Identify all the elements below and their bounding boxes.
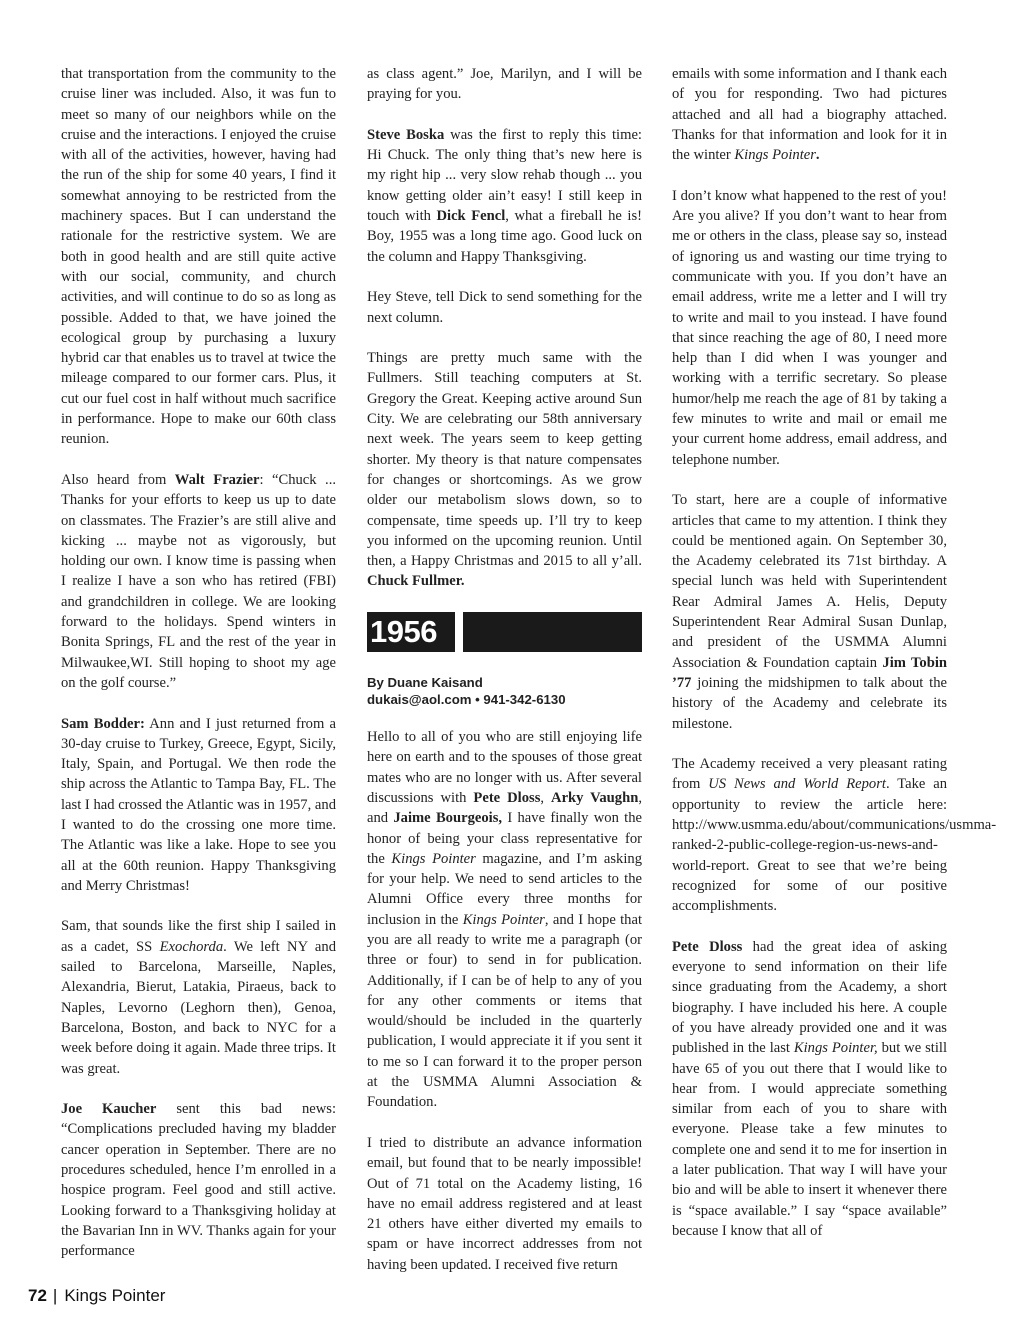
publication-title: US News and World Report — [708, 776, 886, 793]
paragraph-sam-bodder: Sam Bodder: Ann and I just returned from a 30-day cruise to Turkey, Greece, Egypt, Sicily, Italy, Spain, and Portugal. We then rode the ship across the Atlantic to Tampa Bay, FL. The last I had crossed the Atlantic was in 1957, and I wanted to do the crossing one more time. The Atlantic was like a lake. Hope to see you all at the 60th reunion. Happy Thanksgiving and Merry Christmas! — [61, 715, 336, 894]
paragraph-joe-continued: as class agent.” Joe, Marilyn, and I will be praying for you. — [367, 66, 642, 103]
paragraph-joe-kaucher: Joe Kaucher sent this bad news: “Complications precluded having my bladder cancer operation in September. There are no procedures scheduled, hence I’m enrolled in a hospice program. Feel good and still active. Looking forward to a Thanksgiving holiday at the Bavarian Inn in WV. Thanks again for your performance — [61, 1101, 336, 1260]
classmate-name: Dick Fencl — [436, 208, 506, 225]
paragraph-email-distribution: I tried to distribute an advance information email, but found that to be nearly impossible! Out of 71 total on the Academy listing, 16 have no email address registered and at least 21 others have either diverted my emails to spam or have incorrect addresses from not having been updated. I received five return — [367, 1134, 642, 1273]
paragraph-steve-boska: Steve Boska was the first to reply this time: Hi Chuck. The only thing that’s new here is my right hip ... very slow rehab though ... you know getting older ain’t easy! I still keep in touch with Dick Fencl, what a fireball he is! Boy, 1955 was a long time ago. Good luck on the column and Happy Thanksgiving. — [367, 126, 642, 265]
byline-contact: dukais@aol.com • 941-342-6130 — [367, 692, 566, 708]
column-left — [61, 64, 336, 1282]
byline — [367, 674, 642, 708]
classmate-name: Steve Boska — [367, 126, 445, 143]
classmate-name: Sam Bodder: — [61, 715, 145, 732]
magazine-title: Kings Pointer — [734, 147, 816, 164]
classmate-name: Pete Dloss — [473, 789, 541, 806]
classmate-name: Arky Vaughn — [551, 789, 639, 806]
publication-name: Kings Pointer — [64, 1286, 166, 1305]
paragraph-reply-steve: Hey Steve, tell Dick to send something for the next column. — [367, 289, 642, 326]
classmate-name: Pete Dloss — [672, 938, 743, 955]
paragraph-academy-birthday: To start, here are a couple of informative articles that came to my attention. I think they could be mentioned again. On September 30, the Academy celebrated its 71st birthday. A special lunch was held with Superintendent Rear Admiral James A. Helis, Deputy Superintendent Rear Admiral Susan Dunlap, and president of the USMMA Alumni Association & Foundation captain Jim Tobin ’77 joining the midshipmen to talk about the history of the Academy and celebrate its milestone. — [672, 492, 947, 732]
paragraph-walt-frazier: Also heard from Walt Frazier: “Chuck ... Thanks for your efforts to keep us up to date on classmates. The Frazier’s are still alive and kicking ... maybe not as vigorously, but holding our own. I know time is passing when I realize I have a son who has retired (FBI) and grandchildren in college. We are looking forward to the holidays. Spend winters in Bonita Springs, FL and the rest of the year in Milwaukee,WI. Still hoping to shoot my age on the golf course.” — [61, 471, 336, 691]
classmate-name: Jaime Bourgeois, — [393, 810, 503, 827]
paragraph-pete-dloss: Pete Dloss had the great idea of asking everyone to send information on their life since graduating from the Academy, a short biography. I have included his here. A couple of you have already provided one and it was published in the last Kings Pointer, but we still have 65 of you out there that I would like to hear from. I would appreciate something similar from each of you to share with everyone. Please take a few minutes to complete one and send it to me for insertion in a later publication. That way I will have your bio and will be able to insert it whenever there is “space available.” I say “space available” because I know that all of — [672, 938, 948, 1239]
magazine-title: Kings Pointer — [462, 911, 545, 928]
paragraph-cruise-continued: that transportation from the community to the cruise liner was included. Also, it was fun to meet so many of our neighbors while on the cruise and the interactions. I enjoyed the cruise with all of the activities, however, having had the run of the ship for some 40 years, I find it somewhat annoying to be restricted from the machinery spaces. But I can understand the rationale for the restrictive system. We are both in good health and are still quite active with our social, community, and church activities, and will continue to do so as long as possible. Added to that, we have joined the ecological group by purchasing a luxury hybrid car that enables us to travel at twice the mileage compared to our former cars. Plus, it cut our fuel cost in half without much sacrifice in performance. Hope to make our 60th class reunion. — [61, 66, 336, 448]
column-middle — [367, 64, 642, 1295]
paragraph-fullmers: Things are pretty much same with the Fullmers. Still teaching computers at St. Gregory the Great. Keeping active around Sun City. We are celebrating our 58th anniversary next week. The years seem to keep getting shorter. My theory is that nature compensates for changes or shortcomings. As we grow older our metabolism slows down, so to compensate, time speeds up. I’ll try to keep you informed on the upcoming reunion. Until then, a Happy Christmas and 2015 to all y’all. Chuck Fullmer. — [367, 350, 642, 590]
classmate-name: Walt Frazier — [174, 471, 260, 488]
ship-name: Exochorda — [159, 938, 224, 955]
paragraph-hello: Hello to all of you who are still enjoying life here on earth and to the spouses of those great mates who are no longer with us. After several discussions with Pete Dloss, Arky Vaughn, and Jaime Bourgeois, I have finally won the honor of being your class representative for the Kings Pointer magazine, and I’m asking for your help. We need to send articles to the Alumni Office every three months for inclusion in the Kings Pointer, and I hope that you are all ready to write me a paragraph (or three or four) to send in for publication. Additionally, if I can be of help to any of you for any other comments or items that would/should be included in the quarterly publication, I would appreciate it if you sent it to me so I can forward it to the proper person at the USMMA Alumni Association & Foundation. — [367, 729, 643, 1111]
paragraph-academy-rating: The Academy received a very pleasant rating from US News and World Report. Take an opportunity to review the article here: http://www.usmma.edu/about/communications/usmma-ranked-2-public-college-region-us-news-and-world-report. Great to see that we’re being recognized for some of our positive accomplishments. — [672, 756, 997, 915]
author-signature: Chuck Fullmer. — [367, 573, 465, 590]
paragraph-reply-sam: Sam, that sounds like the first ship I sailed in as a cadet, SS Exochorda. We left NY and sailed to Barcelona, Marseille, Naples, Alexandria, Bierut, Latakia, Piraeus, back to Naples, Levorno (Leghorn then), Genoa, Barcelona, Boston, and back to NYC for a week before doing it again. Made three trips. It was great. — [61, 918, 336, 1077]
paragraph-rest-of-you: I don’t know what happened to the rest of you! Are you alive? If you don’t want to hear from me or others in the class, please say so, instead of ignoring us and wasting our time trying to communicate with you. If you don’t have an email address, write me a letter and I will try to write and mail to you instead. I have found that since reaching the age of 80, I need more help than I did when I was younger and working with a terrific secretary. So please humor/help me reach the age of 81 by taking a few minutes to write and mail or email me your current home address, email address, and telephone number. — [672, 187, 947, 468]
footer-separator: | — [52, 1286, 58, 1305]
page-footer — [28, 1286, 165, 1306]
classmate-name: Jim Tobin ’77 — [672, 654, 947, 691]
column-right — [672, 64, 997, 1262]
classmate-name: Joe Kaucher — [61, 1101, 157, 1118]
class-year-label: 1956 — [367, 612, 455, 652]
byline-author: By Duane Kaisand — [367, 675, 483, 691]
page-number: 72 — [28, 1286, 47, 1305]
magazine-title: Kings Pointer, — [793, 1040, 878, 1057]
paragraph-email-continued: emails with some information and I thank each of you for responding. Two had pictures attached and all had a biography attached. Thanks for that information and look for it in the winter Kings Pointer. — [672, 66, 947, 164]
class-year-bar — [463, 612, 642, 652]
magazine-title: Kings Pointer — [391, 850, 476, 867]
class-year-header — [367, 612, 642, 652]
